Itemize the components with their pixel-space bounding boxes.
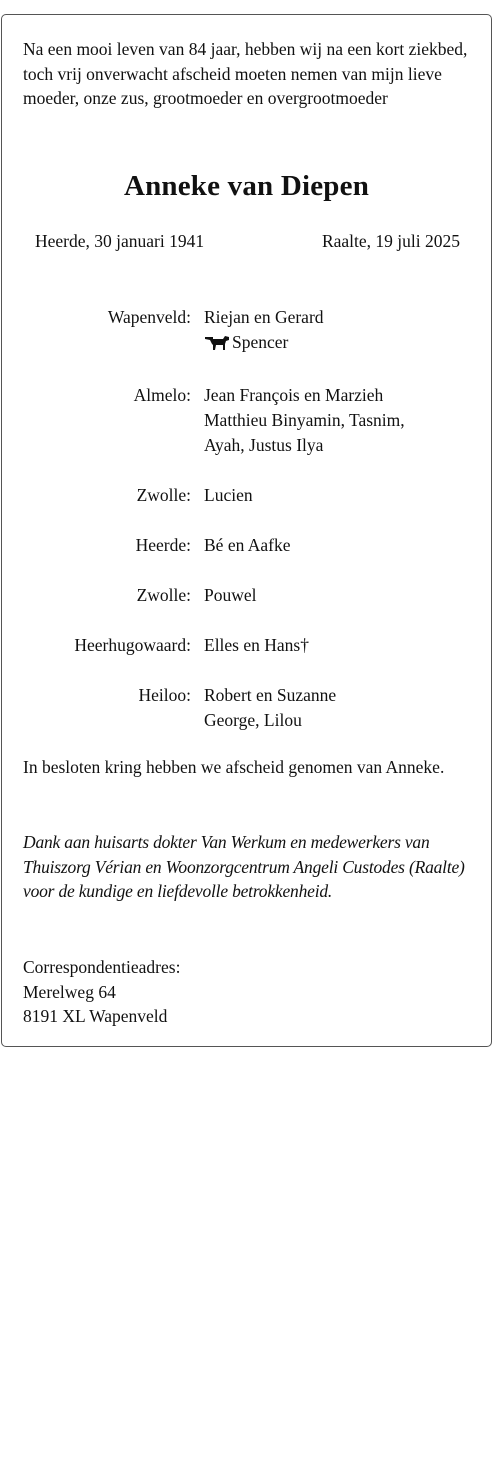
- family-row: [2, 483, 491, 508]
- deceased-name: Anneke van Diepen: [123, 170, 370, 202]
- family-line: Matthieu Binyamin, Tasnim,: [204, 410, 405, 430]
- family-names: [204, 583, 491, 608]
- family-place: Wapenveld:: [107, 307, 191, 327]
- family-line: Riejan en Gerard: [204, 307, 324, 327]
- family-line: Robert en Suzanne: [204, 685, 337, 705]
- family-names: [204, 383, 491, 458]
- family-row: [2, 583, 491, 608]
- family-names: [204, 305, 491, 358]
- family-names: [204, 633, 491, 658]
- address-city: 8191 XL Wapenveld: [23, 1006, 168, 1026]
- family-row: [2, 305, 491, 358]
- family-place: Almelo:: [133, 385, 191, 405]
- thanks-text: Dank aan huisarts dokter Van Werkum en medewerkers van Thuiszorg Vérian en Woonzorgcentrum Angeli Custodes (Raalte) voor de kundige en liefdevolle betrokkenheid.: [23, 832, 465, 901]
- address-street: Merelweg 64: [23, 981, 116, 1002]
- family-line: Jean François en Marzieh: [204, 385, 384, 405]
- family-line: Pouwel: [204, 585, 257, 605]
- closing-text: In besloten kring hebben we afscheid genomen van Anneke.: [23, 757, 445, 777]
- birth-info: Heerde, 30 januari 1941: [35, 231, 205, 251]
- family-list: [2, 305, 491, 758]
- family-row: [2, 683, 491, 733]
- family-row: [2, 633, 491, 658]
- address-label: Correspondentieadres:: [23, 957, 181, 977]
- family-line-with-dog: [204, 330, 491, 358]
- family-row: [2, 383, 491, 458]
- family-place: Heiloo:: [138, 685, 191, 705]
- family-line: Bé en Aafke: [204, 535, 291, 555]
- family-names: [204, 483, 491, 508]
- family-line: Elles en Hans†: [204, 635, 309, 655]
- obituary-card: [1, 14, 492, 1047]
- family-row: [2, 533, 491, 558]
- family-place: Zwolle:: [136, 485, 191, 505]
- intro-text: Na een mooi leven van 84 jaar, hebben wij na een kort ziekbed, toch vrij onverwacht afscheid moeten nemen van mijn lieve moeder, onze zus, grootmoeder en overgrootmoeder: [23, 39, 468, 108]
- death-info: Raalte, 19 juli 2025: [321, 231, 460, 251]
- family-names: [204, 533, 491, 558]
- family-line: Ayah, Justus Ilya: [204, 435, 324, 455]
- family-place: Zwolle:: [136, 585, 191, 605]
- dog-icon: [204, 333, 230, 358]
- family-place: Heerhugowaard:: [74, 635, 191, 655]
- family-line: George, Lilou: [204, 710, 302, 730]
- family-names: [204, 683, 491, 733]
- pet-name: Spencer: [232, 332, 289, 352]
- family-place: Heerde:: [135, 535, 191, 555]
- correspondence-address: [23, 955, 475, 1029]
- family-line: Lucien: [204, 485, 253, 505]
